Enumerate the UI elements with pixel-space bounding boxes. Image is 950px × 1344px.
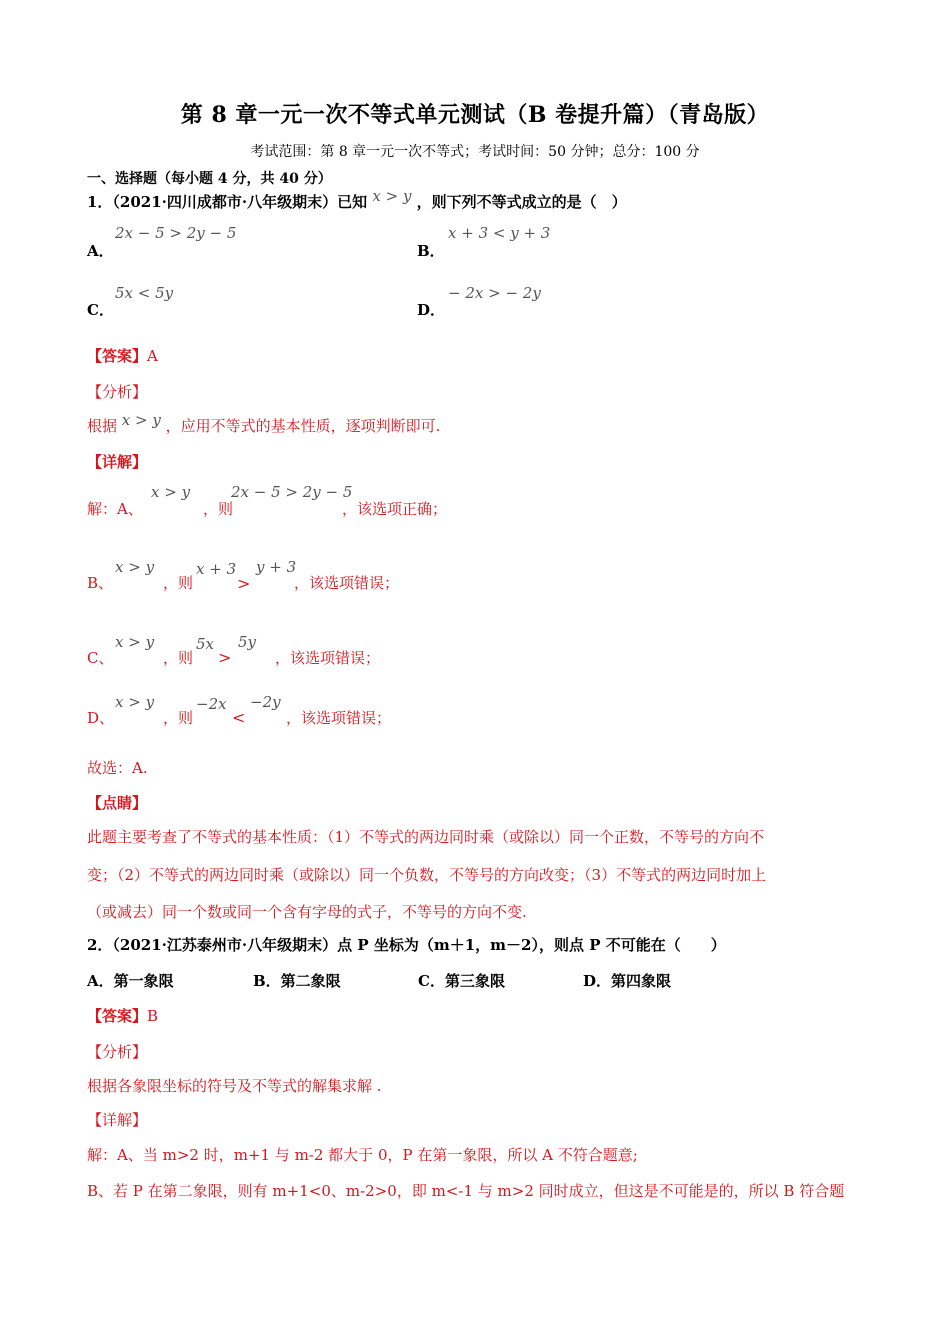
q2-option-a: A．第一象限: [87, 972, 174, 990]
q1-comment-line-3: （或减去）同一个数或同一个含有字母的式子，不等号的方向不变.: [87, 903, 527, 921]
q1-option-d-math: − 2x > − 2y: [448, 284, 541, 302]
q2-option-b: B．第二象限: [253, 972, 341, 990]
q1-comment-tag: 【点睛】: [87, 794, 148, 812]
q1-detail-c-prefix: C、: [87, 649, 114, 667]
q1-detail-c-then: ，则: [163, 649, 194, 667]
q1-conclusion: 故选：A.: [87, 759, 148, 777]
q1-detail-c-suffix: ，该选项错误；: [275, 649, 381, 667]
q1-detail-d-then: ，则: [163, 709, 194, 727]
q2-analysis: 根据各象限坐标的符号及不等式的解集求解 .: [87, 1077, 382, 1095]
q1-option-b-math: x + 3 < y + 3: [448, 224, 551, 242]
q1-detail-d-math1: x > y: [115, 693, 155, 711]
q1-detail-b-right: y + 3: [256, 558, 297, 576]
q1-detail-c-math1: x > y: [115, 633, 155, 651]
q1-option-d-label: D．: [417, 301, 446, 319]
q1-detail-d-right: −2y: [250, 693, 281, 711]
q1-detail-b-sym: >: [237, 574, 251, 593]
q1-analysis-tag: 【分析】: [87, 383, 148, 401]
q1-option-c-math: 5x < 5y: [115, 284, 174, 302]
q1-detail-b-math1: x > y: [115, 558, 155, 576]
q1-detail-d-suffix: ，该选项错误；: [286, 709, 392, 727]
q2-detail-line-1: 解：A、当 m>2 时，m+1 与 m-2 都大于 0，P 在第一象限，所以 A 不符合题意;: [87, 1146, 638, 1164]
q1-detail-a-suffix: ，该选项正确；: [342, 500, 448, 518]
q1-analysis-suffix: ，应用不等式的基本性质，逐项判断即可.: [165, 417, 441, 435]
page-title: 第 8 章一元一次不等式单元测试（B 卷提升篇）（青岛版）: [180, 102, 770, 128]
q2-detail-tag: 【详解】: [87, 1111, 148, 1129]
q1-detail-a-prefix: 解：A、: [87, 500, 143, 518]
q1-answer-tag: 【答案】: [87, 347, 148, 365]
q2-detail-line-2: B、若 P 在第二象限，则有 m+1<0、m-2>0，即 m<-1 与 m>2 同时成立，但这是不可能是的，所以 B 符合题: [87, 1182, 845, 1200]
q1-detail-a-math1: x > y: [151, 483, 191, 501]
q1-option-a-label: A．: [87, 242, 114, 260]
q1-detail-d-left: −2x: [196, 695, 227, 713]
q1-detail-b-prefix: B、: [87, 574, 114, 592]
q1-detail-d-prefix: D、: [87, 709, 115, 727]
q1-comment-line-1: 此题主要考查了不等式的基本性质：（1）不等式的两边同时乘（或除以）同一个正数，不等号的方向不: [87, 828, 765, 846]
q1-detail-c-sym: >: [218, 648, 232, 667]
q1-stem-suffix: ，则下列不等式成立的是（ ）: [416, 193, 627, 211]
q1-analysis-math: x > y: [121, 411, 161, 429]
q1-detail-a-math2: 2x − 5 > 2y − 5: [231, 483, 353, 501]
q1-comment-line-2: 变；（2）不等式的两边同时乘（或除以）同一个负数，不等号的方向改变；（3）不等式的两边同时加上: [87, 866, 767, 884]
q1-analysis: [87, 411, 441, 436]
q2-option-c: C．第三象限: [418, 972, 505, 990]
q1-detail-b-then: ，则: [163, 574, 194, 592]
q2-analysis-tag: 【分析】: [87, 1043, 148, 1061]
q1-stem-prefix: 1．（2021·四川成都市·八年级期末）已知: [87, 193, 368, 211]
q2-option-d: D．第四象限: [583, 972, 672, 990]
q1-detail-c-right: 5y: [238, 633, 257, 651]
q2-answer: [87, 1005, 158, 1026]
q1-detail-tag: 【详解】: [87, 453, 148, 471]
section-heading: 一、选择题（每小题 4 分，共 40 分）: [87, 171, 332, 187]
q2-answer-tag: 【答案】: [87, 1007, 148, 1025]
q2-stem: 2．（2021·江苏泰州市·八年级期末）点 P 坐标为（m＋1，m－2），则点 P 不可能在（ ）: [87, 936, 726, 954]
q1-option-b-label: B．: [417, 242, 445, 260]
q1-detail-d-sym: <: [232, 708, 246, 727]
q1-option-c-label: C．: [87, 301, 114, 319]
q1-analysis-prefix: 根据: [87, 417, 118, 435]
q2-answer-value: B: [147, 1007, 159, 1025]
q1-detail-c-left: 5x: [196, 635, 215, 653]
q1-stem: [87, 187, 627, 212]
q1-detail-b-suffix: ，该选项错误；: [294, 574, 400, 592]
exam-info: 考试范围：第 8 章一元一次不等式；考试时间：50 分钟；总分：100 分: [250, 144, 700, 160]
q1-answer-value: A: [147, 347, 158, 365]
q1-detail-b-left: x + 3: [196, 560, 237, 578]
q1-answer: [87, 345, 158, 366]
q1-detail-a-then: ，则: [203, 500, 234, 518]
q1-stem-math: x > y: [372, 187, 412, 205]
q1-option-a-math: 2x − 5 > 2y − 5: [115, 224, 237, 242]
